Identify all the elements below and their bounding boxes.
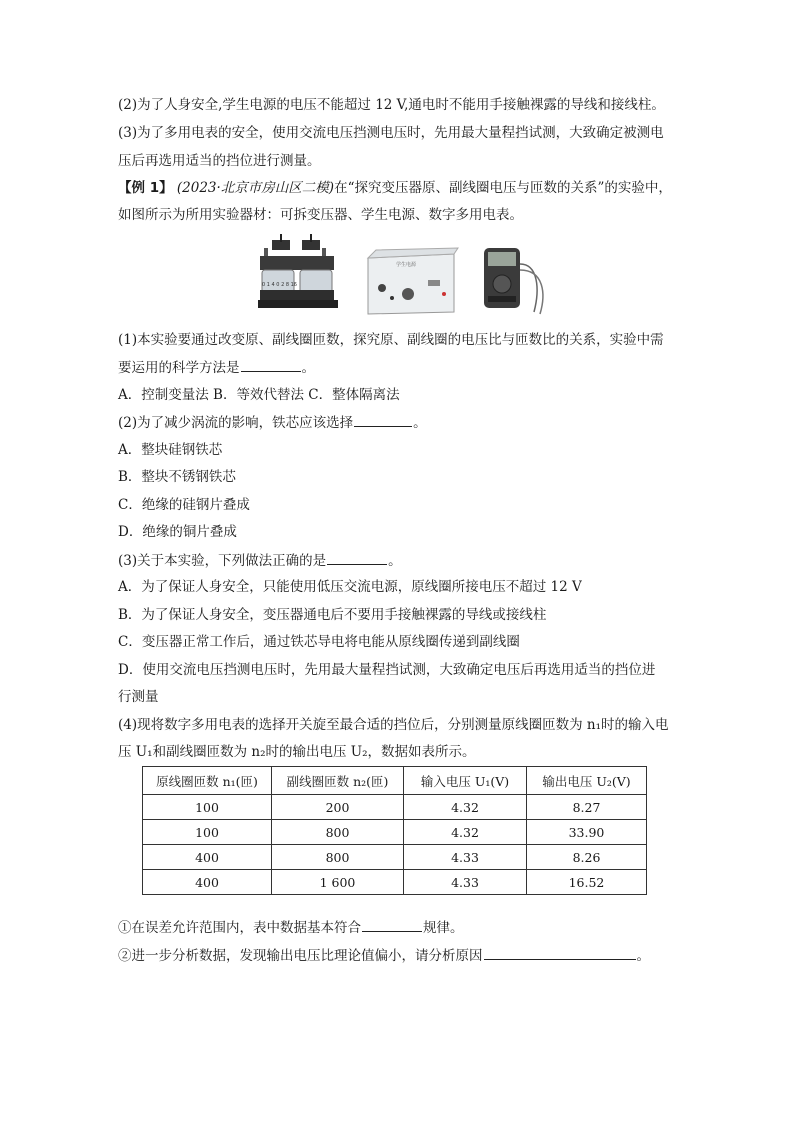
example-tag: 【例 1】: [118, 180, 173, 196]
q3-stem: [118, 551, 402, 570]
table-cell: 4.32: [404, 820, 527, 845]
table-cell: 4.32: [404, 795, 527, 820]
q1-stem-end: 。: [301, 360, 315, 376]
q4-sub2-answer-blank[interactable]: [484, 946, 636, 960]
q2-option-c: C．绝缘的硅钢片叠成: [118, 497, 250, 513]
q4-sub1-answer-blank[interactable]: [362, 918, 422, 932]
table-cell: 8.26: [527, 845, 647, 870]
transformer-scale: 0 1 4 0 2 8 16: [262, 282, 297, 288]
note-3-line1: (3)为了多用电表的安全，使用交流电压挡测电压时，先用最大量程挡试测，大致确定被测电: [118, 125, 664, 141]
example-intro-line1: 在“探究变压器原、副线圈电压与匝数的关系”的实验中，: [334, 180, 672, 196]
note-2: (2)为了人身安全,学生电源的电压不能超过 12 V,通电时不能用手接触裸露的导线和接线柱。: [118, 97, 665, 113]
table-header-row: [143, 767, 647, 795]
q2-stem: [118, 413, 427, 432]
table-cell: 16.52: [527, 870, 647, 895]
table-cell: 4.33: [404, 870, 527, 895]
q1-answer-blank[interactable]: [241, 358, 301, 372]
q3-stem-end: 。: [388, 553, 402, 569]
table-cell: 4.33: [404, 845, 527, 870]
data-table: [142, 766, 647, 895]
table-cell: 800: [272, 820, 404, 845]
q3-option-b: B．为了保证人身安全，变压器通电后不要用手接触裸露的导线或接线柱: [118, 607, 547, 623]
q4-stem-line2: 压 U₁和副线圈匝数为 n₂时的输出电压 U₂，数据如表所示。: [118, 744, 476, 760]
q2-option-d: D．绝缘的铜片叠成: [118, 524, 237, 540]
q2-stem-text: (2)为了减少涡流的影响，铁芯应该选择: [118, 415, 354, 431]
table-header-cell: 副线圈匝数 n₂(匝): [272, 767, 404, 795]
table-cell: 400: [143, 870, 272, 895]
q3-option-d-line2: 行测量: [118, 689, 159, 705]
q4-sub1: [118, 918, 464, 937]
q1-stem-text: 要运用的科学方法是: [118, 360, 240, 376]
table-header-cell: 原线圈匝数 n₁(匝): [143, 767, 272, 795]
q4-sub1-end: 规律。: [423, 920, 464, 936]
q2-stem-end: 。: [413, 415, 427, 431]
q4-stem-line1: (4)现将数字多用电表的选择开关旋至最合适的挡位后，分别测量原线圈匝数为 n₁时的输入电: [118, 717, 669, 733]
q3-option-c: C．变压器正常工作后，通过铁芯导电将电能从原线圈传递到副线圈: [118, 634, 520, 650]
example-header: [118, 179, 672, 197]
table-cell: 800: [272, 845, 404, 870]
q3-answer-blank[interactable]: [327, 551, 387, 565]
q2-option-b: B．整块不锈钢铁芯: [118, 469, 236, 485]
q4-sub2-end: 。: [636, 948, 650, 964]
table-cell: 33.90: [527, 820, 647, 845]
q2-answer-blank[interactable]: [354, 413, 412, 427]
multimeter-image: [484, 248, 543, 314]
table-cell: 8.27: [527, 795, 647, 820]
power-supply-image: [368, 248, 458, 314]
table-row: [143, 795, 647, 820]
q3-stem-text: (3)关于本实验，下列做法正确的是: [118, 553, 327, 569]
table-cell: 200: [272, 795, 404, 820]
table-row: [143, 820, 647, 845]
transformer-image: [258, 234, 338, 308]
table-row: [143, 870, 647, 895]
table-cell: 1 600: [272, 870, 404, 895]
table-cell: 400: [143, 845, 272, 870]
table-cell: 100: [143, 795, 272, 820]
q1-options: A．控制变量法 B．等效代替法 C．整体隔离法: [118, 387, 400, 403]
q4-sub2-text: ②进一步分析数据，发现输出电压比理论值偏小，请分析原因: [118, 948, 483, 964]
table-cell: 100: [143, 820, 272, 845]
q4-sub1-text: ①在误差允许范围内，表中数据基本符合: [118, 920, 361, 936]
table-row: [143, 845, 647, 870]
table-header-cell: 输入电压 U₁(V): [404, 767, 527, 795]
q3-option-a: A．为了保证人身安全，只能使用低压交流电源，原线圈所接电压不超过 12 V: [118, 579, 582, 595]
apparatus-figure: [258, 234, 548, 318]
power-supply-label: 学生电源: [396, 262, 417, 268]
q4-sub2: [118, 946, 650, 965]
table-header-cell: 输出电压 U₂(V): [527, 767, 647, 795]
q2-option-a: A．整块硅钢铁芯: [118, 442, 223, 458]
q1-stem-line2: [118, 358, 315, 377]
q3-option-d-line1: D．使用交流电压挡测电压时，先用最大量程挡试测，大致确定电压后再选用适当的挡位进: [118, 662, 656, 678]
example-source: (2023·北京市房山区二模): [176, 180, 335, 196]
q1-stem-line1: (1)本实验要通过改变原、副线圈匝数，探究原、副线圈的电压比与匝数比的关系，实验中需: [118, 332, 664, 348]
example-intro-line2: 如图所示为所用实验器材：可拆变压器、学生电源、数字多用电表。: [118, 207, 523, 223]
note-3-line2: 压后再选用适当的挡位进行测量。: [118, 153, 321, 169]
